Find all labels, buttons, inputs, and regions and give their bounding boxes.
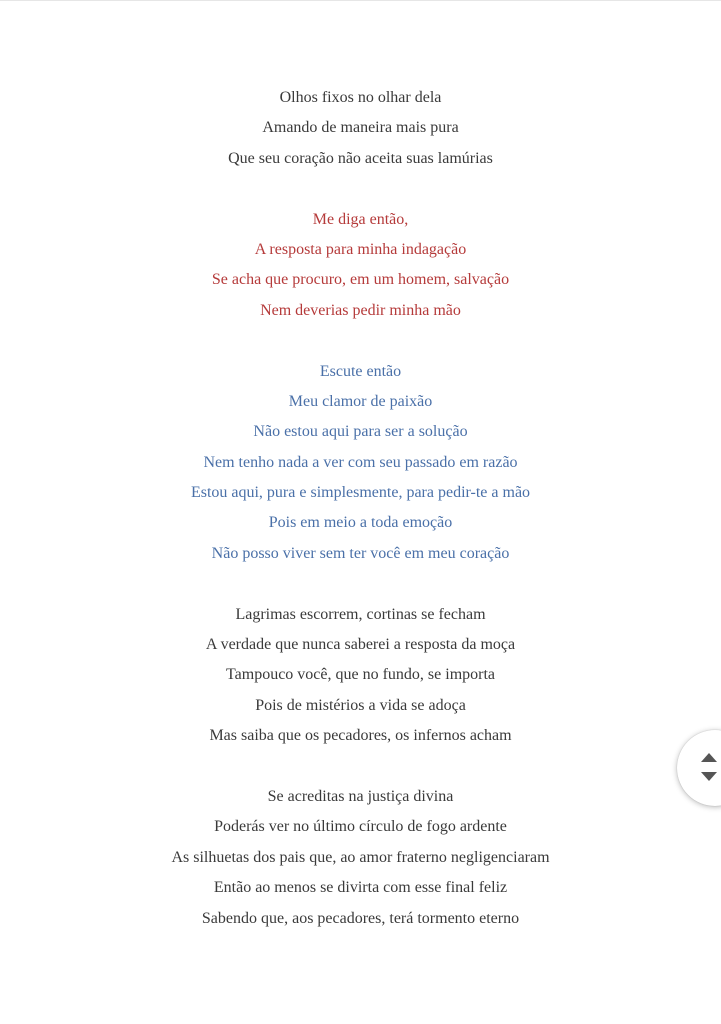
poem-line: Estou aqui, pura e simplesmente, para pedir-te a mão [190, 484, 531, 502]
poem-line: Sabendo que, aos pecadores, terá tormento eterno [201, 909, 520, 927]
poem-line: Escute então [319, 362, 402, 380]
poem-line: Mas saiba que os pecadores, os infernos acham [209, 727, 512, 745]
poem-line: Não estou aqui para ser a solução [253, 423, 468, 441]
poem-line: Poderás ver no último círculo de fogo ardente [214, 818, 507, 836]
poem-line: Me diga então, [312, 210, 409, 228]
poem-line: Não posso viver sem ter você em meu coração [211, 544, 510, 562]
poem-line: Nem tenho nada a ver com seu passado em razão [203, 453, 518, 471]
poem-line: Que seu coração não aceita suas lamúrias [228, 149, 493, 167]
poem-line: Meu clamor de paixão [288, 392, 433, 410]
poem-line: Pois em meio a toda emoção [268, 514, 453, 532]
caret-up-icon[interactable] [701, 753, 717, 762]
poem-line: A verdade que nunca saberei a resposta da moça [205, 636, 516, 654]
stanza-3 [0, 357, 721, 570]
poem-line: Nem deverias pedir minha mão [260, 301, 461, 319]
poem-line: Se acreditas na justiça divina [267, 787, 454, 805]
top-divider [0, 0, 721, 1]
poem-text [0, 83, 721, 964]
poem-line: A resposta para minha indagação [254, 240, 467, 258]
poem-line: Tampouco você, que no fundo, se importa [225, 666, 496, 684]
poem-line: Pois de mistérios a vida se adoça [255, 696, 466, 714]
poem-line: Lagrimas escorrem, cortinas se fecham [235, 605, 486, 623]
poem-line: Então ao menos se divirta com esse final feliz [213, 879, 508, 897]
caret-down-icon[interactable] [701, 772, 717, 781]
poem-line: Amando de maneira mais pura [262, 119, 459, 137]
poem-line: Olhos fixos no olhar dela [279, 89, 442, 106]
poem-line: As silhuetas dos pais que, ao amor fraterno negligenciaram [171, 848, 550, 866]
stanza-1 [0, 83, 721, 174]
stanza-2 [0, 205, 721, 327]
stanza-4 [0, 600, 721, 752]
poem-line: Se acha que procuro, em um homem, salvação [211, 271, 510, 289]
stanza-5 [0, 782, 721, 934]
